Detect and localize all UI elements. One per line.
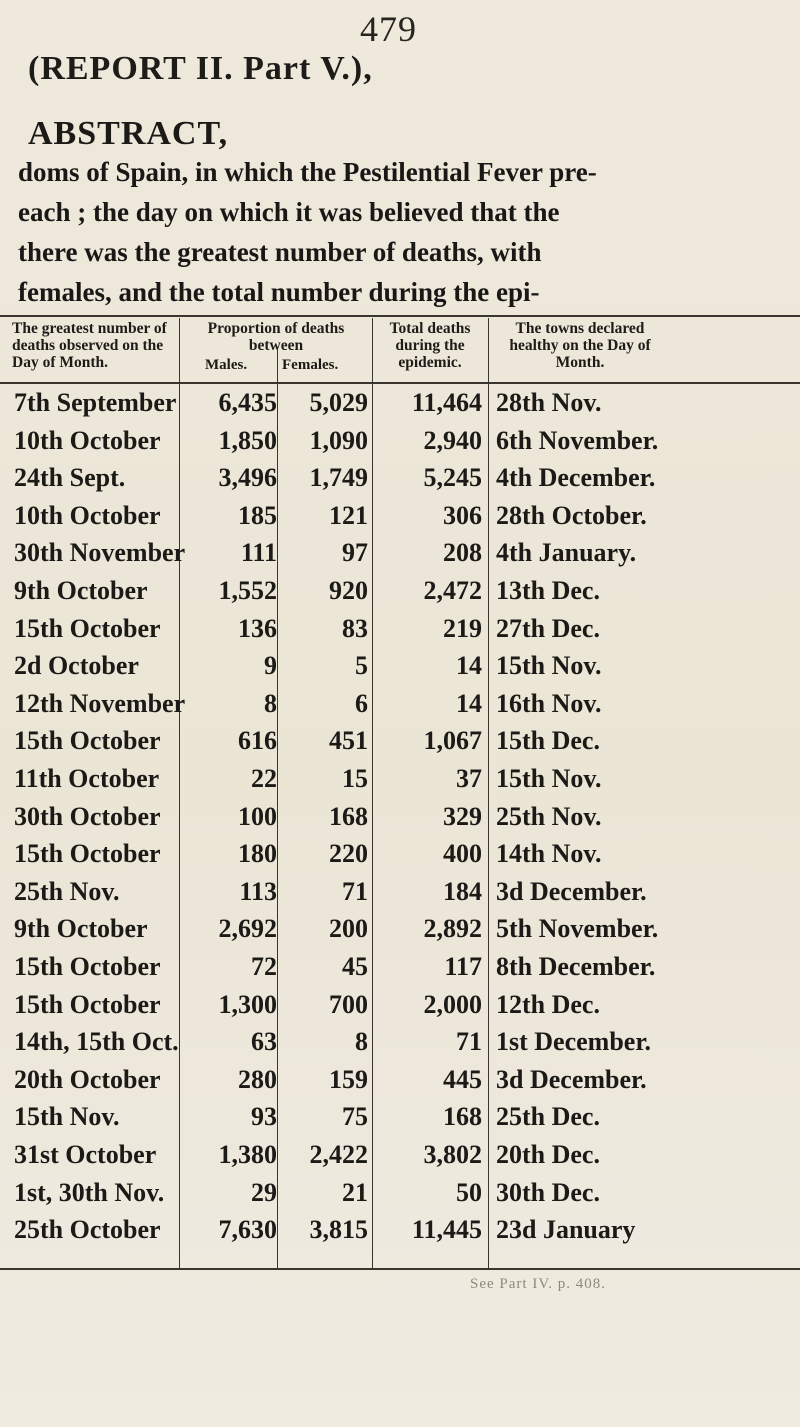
cell-females: 5 <box>355 651 368 681</box>
cell-females: 1,749 <box>309 463 368 493</box>
cell-towns-healthy: 6th November. <box>496 425 659 455</box>
cell-females: 159 <box>329 1064 368 1094</box>
table-row <box>0 952 800 993</box>
cell-females: 700 <box>329 989 368 1019</box>
cell-total: 117 <box>444 952 482 981</box>
cell-males: 1,300 <box>218 989 277 1019</box>
cell-females: 121 <box>329 500 368 530</box>
cell-males: 2,692 <box>218 914 277 944</box>
cell-total: 400 <box>443 839 482 869</box>
cell-males: 72 <box>251 952 277 981</box>
cell-day: 11th October <box>14 764 160 793</box>
cell-females: 21 <box>342 1177 368 1207</box>
cell-day: 30th November <box>14 538 186 568</box>
cell-females: 1,090 <box>309 425 368 455</box>
cell-towns-healthy: 16th Nov. <box>496 688 602 718</box>
table-row <box>0 388 800 429</box>
cell-day: 24th Sept. <box>14 463 126 493</box>
cell-day: 31st October <box>14 1140 157 1169</box>
table-row <box>0 614 800 655</box>
cell-towns-healthy: 28th Nov. <box>496 388 602 417</box>
cell-towns-healthy: 15th Nov. <box>496 651 602 681</box>
cell-towns-healthy: 25th Nov. <box>496 801 602 831</box>
cell-towns-healthy: 5th November. <box>496 914 659 944</box>
cell-total: 14 <box>456 651 482 681</box>
cell-females: 83 <box>342 613 368 643</box>
cell-towns-healthy: 20th Dec. <box>496 1140 600 1169</box>
cell-females: 97 <box>342 538 368 568</box>
cell-females: 168 <box>329 801 368 831</box>
cell-towns-healthy: 28th October. <box>496 500 647 530</box>
table-row <box>0 1102 800 1143</box>
cell-males: 1,850 <box>218 425 277 455</box>
cell-females: 200 <box>329 914 368 944</box>
cell-towns-healthy: 27th Dec. <box>496 613 600 643</box>
intro-paragraph <box>18 152 798 312</box>
cell-females: 920 <box>329 576 368 605</box>
cell-females: 15 <box>342 764 368 793</box>
cell-females: 75 <box>342 1102 368 1132</box>
section-title: ABSTRACT, <box>28 115 229 152</box>
intro-line: females, and the total number during the epi- <box>18 277 540 307</box>
cell-males: 29 <box>251 1177 277 1207</box>
cell-total: 219 <box>443 613 482 643</box>
cell-females: 45 <box>342 952 368 981</box>
cell-total: 329 <box>443 801 482 831</box>
cell-total: 14 <box>456 688 482 718</box>
cell-day: 15th October <box>14 989 161 1019</box>
table-row <box>0 877 800 918</box>
cell-females: 2,422 <box>309 1140 368 1169</box>
cell-males: 63 <box>251 1027 277 1057</box>
header-males: Males. <box>205 357 248 373</box>
cell-day: 15th October <box>14 839 161 869</box>
cell-total: 2,940 <box>423 425 482 455</box>
cell-males: 100 <box>238 801 277 831</box>
cell-towns-healthy: 15th Nov. <box>496 764 602 793</box>
cell-females: 8 <box>355 1027 368 1057</box>
intro-line: each ; the day on which it was believed that the <box>18 197 560 227</box>
cell-total: 37 <box>456 764 482 793</box>
header-females: Females. <box>282 357 339 373</box>
cell-males: 9 <box>264 651 277 681</box>
cell-day: 25th Nov. <box>14 876 120 906</box>
cell-males: 616 <box>238 726 277 756</box>
cell-total: 2,892 <box>423 914 482 944</box>
cell-total: 306 <box>443 500 482 530</box>
table-row <box>0 914 800 955</box>
table-row <box>0 1027 800 1068</box>
table-row <box>0 802 800 843</box>
cell-towns-healthy: 8th December. <box>496 952 656 981</box>
cell-day: 14th, 15th Oct. <box>14 1027 179 1057</box>
cell-males: 113 <box>239 876 277 906</box>
cell-day: 15th October <box>14 613 161 643</box>
intro-line: doms of Spain, in which the Pestilential Fever pre- <box>18 157 597 187</box>
cell-total: 168 <box>443 1102 482 1132</box>
cell-towns-healthy: 13th Dec. <box>496 576 600 605</box>
cell-day: 15th Nov. <box>14 1102 120 1132</box>
cell-females: 220 <box>329 839 368 869</box>
table-row <box>0 726 800 767</box>
table-header-rule <box>0 382 800 384</box>
footer-note: See Part IV. p. 408. <box>470 1276 606 1292</box>
table-top-rule <box>0 315 800 317</box>
cell-males: 136 <box>238 613 277 643</box>
table-row <box>0 651 800 692</box>
header-greatest-deaths-day: The greatest number of deaths observed on the Day of Month. <box>12 320 167 371</box>
cell-day: 30th October <box>14 801 161 831</box>
cell-total: 2,000 <box>423 989 482 1019</box>
cell-males: 111 <box>240 538 277 568</box>
cell-towns-healthy: 3d December. <box>496 876 647 906</box>
table-row <box>0 990 800 1031</box>
table-row <box>0 501 800 542</box>
table-row <box>0 426 800 467</box>
cell-towns-healthy: 12th Dec. <box>496 989 600 1019</box>
table-row <box>0 764 800 805</box>
cell-total: 208 <box>443 538 482 568</box>
cell-total: 445 <box>443 1064 482 1094</box>
cell-towns-healthy: 30th Dec. <box>496 1177 600 1207</box>
table-row <box>0 1178 800 1219</box>
cell-day: 10th October <box>14 500 161 530</box>
cell-males: 280 <box>238 1064 277 1094</box>
cell-day: 12th November <box>14 688 186 718</box>
cell-females: 5,029 <box>309 388 368 417</box>
cell-males: 6,435 <box>218 388 277 417</box>
cell-males: 185 <box>238 500 277 530</box>
header-total-deaths: Total deaths during the epidemic. <box>389 320 471 371</box>
cell-males: 7,630 <box>218 1215 277 1245</box>
cell-males: 22 <box>251 764 277 793</box>
cell-total: 1,067 <box>423 726 482 756</box>
cell-towns-healthy: 15th Dec. <box>496 726 600 756</box>
table-row <box>0 839 800 880</box>
cell-males: 1,380 <box>218 1140 277 1169</box>
cell-females: 6 <box>355 688 368 718</box>
intro-line: there was the greatest number of deaths, with <box>18 237 542 267</box>
cell-males: 1,552 <box>218 576 277 605</box>
cell-day: 20th October <box>14 1064 161 1094</box>
table-row <box>0 689 800 730</box>
table-row <box>0 463 800 504</box>
page-footer <box>0 1272 800 1312</box>
cell-total: 11,464 <box>411 388 482 417</box>
cell-day: 2d October <box>14 651 139 681</box>
cell-towns-healthy: 14th Nov. <box>496 839 602 869</box>
cell-towns-healthy: 4th December. <box>496 463 656 493</box>
cell-towns-healthy: 4th January. <box>496 538 637 568</box>
cell-day: 1st, 30th Nov. <box>14 1177 165 1207</box>
cell-towns-healthy: 1st December. <box>496 1027 651 1057</box>
table-header <box>0 320 800 380</box>
header-towns-healthy: The towns declared healthy on the Day of Month. <box>509 320 651 371</box>
cell-total: 11,445 <box>411 1215 482 1245</box>
table-row <box>0 538 800 579</box>
cell-towns-healthy: 23d January <box>496 1215 636 1245</box>
cell-males: 93 <box>251 1102 277 1132</box>
cell-towns-healthy: 25th Dec. <box>496 1102 600 1132</box>
header-proportion: Proportion of deaths between <box>207 320 345 354</box>
cell-day: 9th October <box>14 576 148 605</box>
cell-day: 15th October <box>14 726 161 756</box>
cell-day: 7th September <box>14 388 177 417</box>
cell-females: 71 <box>342 876 368 906</box>
cell-day: 15th October <box>14 952 161 981</box>
table-row <box>0 1065 800 1106</box>
cell-total: 184 <box>443 876 482 906</box>
cell-males: 180 <box>238 839 277 869</box>
cell-towns-healthy: 3d December. <box>496 1064 647 1094</box>
cell-total: 71 <box>456 1027 482 1057</box>
cell-day: 10th October <box>14 425 161 455</box>
table-row <box>0 1140 800 1181</box>
table-bottom-rule <box>0 1268 800 1270</box>
cell-males: 3,496 <box>218 463 277 493</box>
cell-day: 9th October <box>14 914 148 944</box>
cell-day: 25th October <box>14 1215 161 1245</box>
cell-total: 3,802 <box>423 1140 482 1169</box>
table-row <box>0 576 800 617</box>
page-number: 479 <box>360 9 417 49</box>
cell-females: 451 <box>329 726 368 756</box>
cell-total: 50 <box>456 1177 482 1207</box>
cell-females: 3,815 <box>309 1215 368 1245</box>
table-row <box>0 1215 800 1256</box>
cell-total: 5,245 <box>423 463 482 493</box>
cell-total: 2,472 <box>423 576 482 605</box>
cell-males: 8 <box>264 688 277 718</box>
running-head: (REPORT II. Part V.), <box>28 50 373 87</box>
